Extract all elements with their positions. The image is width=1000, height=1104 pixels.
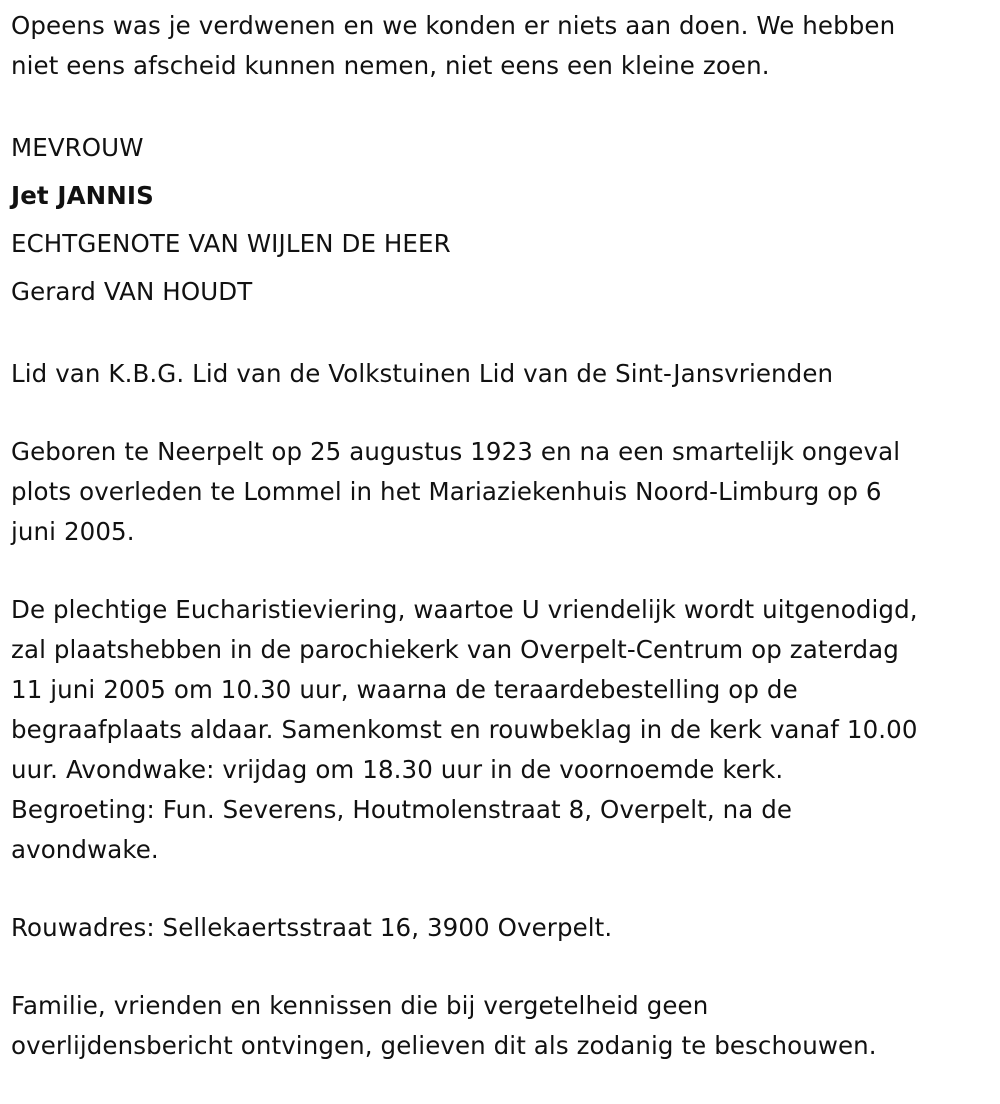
memberships-paragraph xyxy=(11,354,996,394)
deceased-name: Jet JANNIS xyxy=(11,181,154,210)
intro-line: Opeens was je verdwenen en we konden er niets aan doen. We hebben xyxy=(11,11,896,40)
ceremony-line: 11 juni 2005 om 10.30 uur, waarna de teraardebestelling op de xyxy=(11,675,798,704)
memberships-line: Lid van K.B.G. Lid van de Volkstuinen Lid van de Sint-Jansvrienden xyxy=(11,359,834,388)
birth-death-paragraph xyxy=(11,432,996,552)
ceremony-line: De plechtige Eucharistieviering, waartoe U vriendelijk wordt uitgenodigd, xyxy=(11,595,918,624)
deceased-title: MEVROUW xyxy=(11,133,144,162)
address-paragraph xyxy=(11,908,996,948)
ceremony-line: Begroeting: Fun. Severens, Houtmolenstraat 8, Overpelt, na de xyxy=(11,795,793,824)
closing-line: overlijdensbericht ontvingen, gelieven dit als zodanig te beschouwen. xyxy=(11,1031,877,1060)
closing-line: Familie, vrienden en kennissen die bij vergetelheid geen xyxy=(11,991,709,1020)
intro-paragraph xyxy=(11,6,996,86)
deceased-header xyxy=(11,124,996,316)
birth-death-line: Geboren te Neerpelt op 25 augustus 1923 en na een smartelijk ongeval xyxy=(11,437,901,466)
deceased-relation: ECHTGENOTE VAN WIJLEN DE HEER xyxy=(11,229,451,258)
closing-paragraph xyxy=(11,986,996,1066)
ceremony-line: avondwake. xyxy=(11,835,159,864)
ceremony-paragraph xyxy=(11,590,996,870)
ceremony-line: begraafplaats aldaar. Samenkomst en rouwbeklag in de kerk vanaf 10.00 xyxy=(11,715,918,744)
intro-line: niet eens afscheid kunnen nemen, niet eens een kleine zoen. xyxy=(11,51,770,80)
ceremony-line: uur. Avondwake: vrijdag om 18.30 uur in de voornoemde kerk. xyxy=(11,755,784,784)
birth-death-line: plots overleden te Lommel in het Mariaziekenhuis Noord-Limburg op 6 xyxy=(11,477,882,506)
birth-death-line: juni 2005. xyxy=(11,517,135,546)
ceremony-line: zal plaatshebben in de parochiekerk van Overpelt-Centrum op zaterdag xyxy=(11,635,899,664)
obituary-notice xyxy=(11,6,996,1104)
deceased-spouse: Gerard VAN HOUDT xyxy=(11,277,253,306)
address-line: Rouwadres: Sellekaertsstraat 16, 3900 Overpelt. xyxy=(11,913,613,942)
